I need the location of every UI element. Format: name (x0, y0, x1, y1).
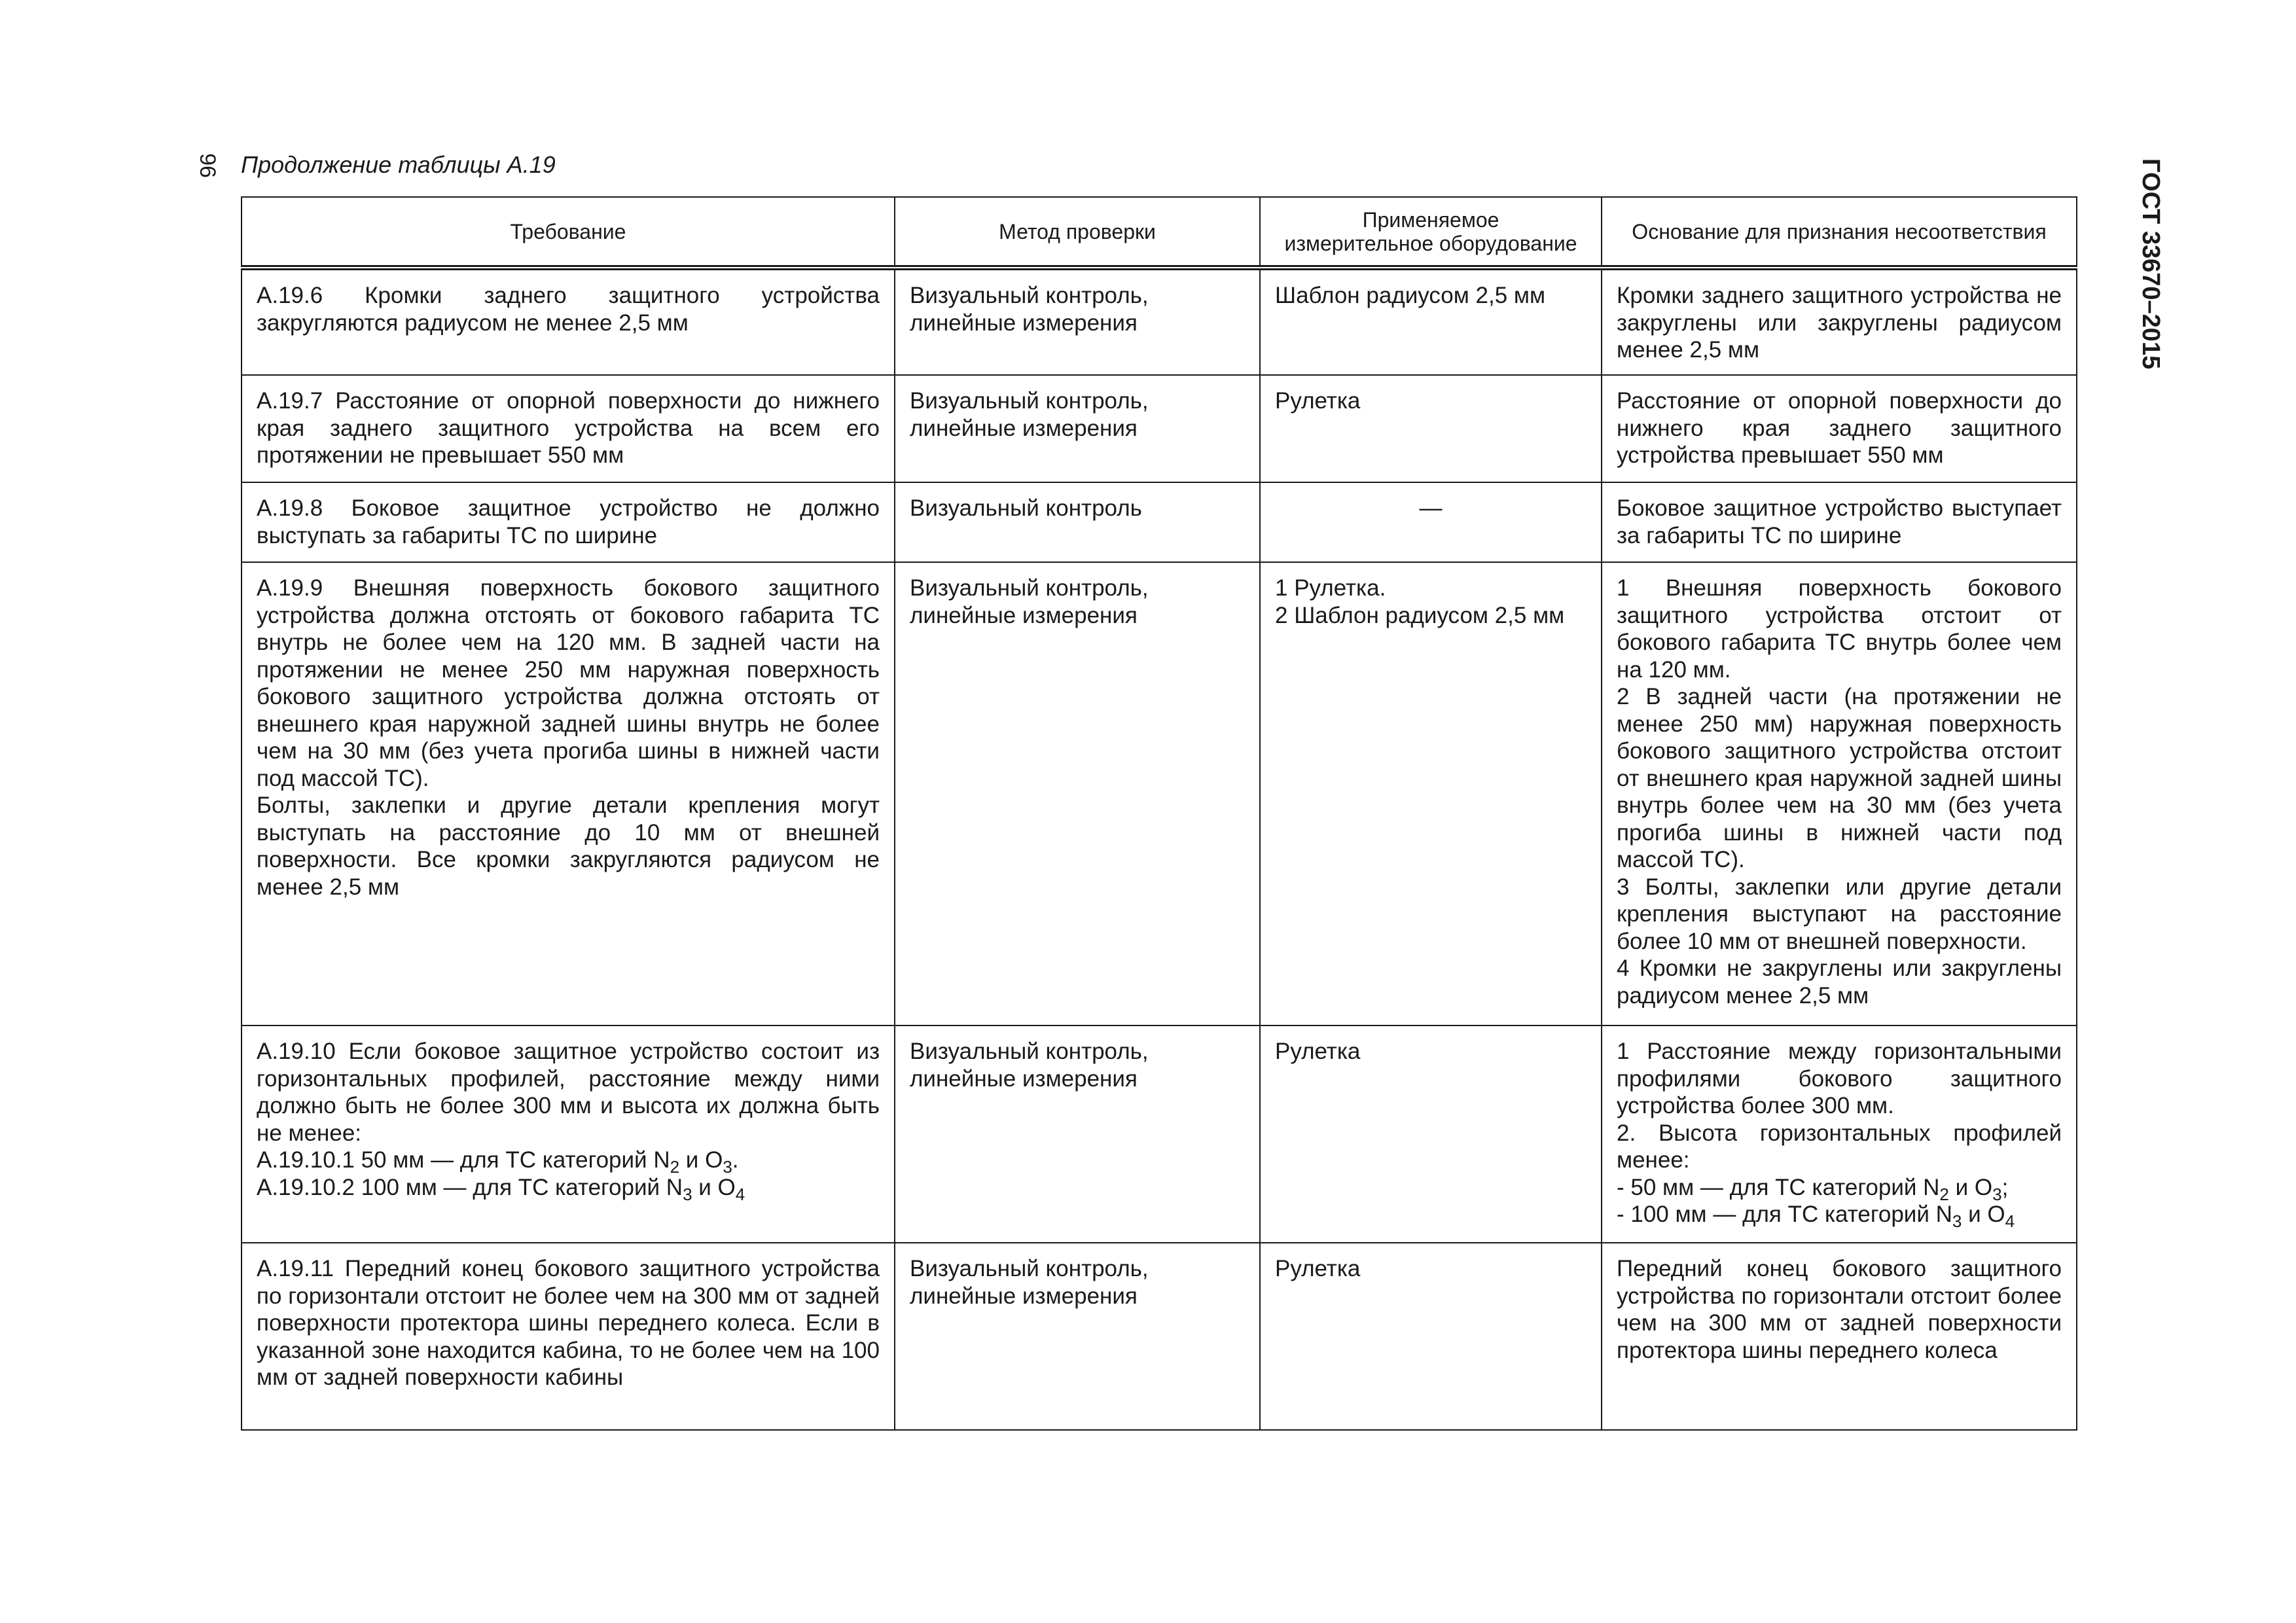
method-cell: Визуальный контроль (895, 482, 1260, 562)
basis-subitem: - 50 мм — для ТС категорий $N_2$ и $O_3$; (1617, 1174, 2009, 1204)
requirement-subitem: А.19.10.2 100 мм — для ТС категорий $N_3$ и $O_4$ (257, 1174, 745, 1204)
table-row (242, 268, 2077, 375)
requirement-cell: А.19.6 Кромки заднего защитного устройства закругляются радиусом не менее 2,5 мм (242, 268, 895, 375)
table-row (242, 1026, 2077, 1243)
requirement-cell: А.19.11 Передний конец бокового защитного устройства по горизонтали отстоит не более чем на 300 мм от задней поверхности протектора шины переднего колеса. Если в указанной зоне находится кабина, то не более чем на 100 мм от задней поверхности кабины (242, 1243, 895, 1430)
equipment-cell: Шаблон радиусом 2,5 мм (1260, 268, 1602, 375)
equipment-cell: Рулетка (1260, 1026, 1602, 1243)
requirement-cell: А.19.7 Расстояние от опорной поверхности до нижнего края заднего защитного устройства на всем его протяжении не превышает 550 мм (242, 375, 895, 482)
method-cell: Визуальный контроль, линейные измерения (895, 375, 1260, 482)
basis-item: 1 Внешняя поверхность бокового защитного устройства отстоит от бокового габарита ТС внутрь более чем на 120 мм. (1617, 575, 2062, 683)
equipment-item: 2 Шаблон радиусом 2,5 мм (1275, 602, 1565, 628)
table-row (242, 482, 2077, 562)
equipment-cell: Рулетка (1260, 1243, 1602, 1430)
requirement-paragraph: Болты, заклепки и другие детали крепления могут выступать на расстояние до 10 мм от внешней поверхности. Все кромки закругляются радиусом не менее 2,5 мм (257, 793, 880, 900)
header-basis: Основание для признания несоответствия (1602, 197, 2077, 268)
method-cell: Визуальный контроль, линейные измерения (895, 562, 1260, 1026)
requirement-cell (242, 562, 895, 1026)
basis-item: 4 Кромки не закруглены или закруглены радиусом менее 2,5 мм (1617, 955, 2062, 1008)
header-requirement: Требование (242, 197, 895, 268)
requirement-cell: А.19.8 Боковое защитное устройство не должно выступать за габариты ТС по ширине (242, 482, 895, 562)
header-equipment (1260, 197, 1602, 268)
standard-designation: ГОСТ 33670–2015 (2137, 158, 2164, 370)
method-cell: Визуальный контроль, линейные измерения (895, 1026, 1260, 1243)
requirements-table (241, 196, 2077, 1431)
basis-item: 2 В задней части (на протяжении не менее 250 мм) наружная поверхность бокового защитного устройства отстоит от внешнего края наружной задней шины внутрь более чем на 30 мм (без учета прогиба шины в нижней части под массой ТС). (1617, 684, 2062, 872)
requirement-cell (242, 1026, 895, 1243)
basis-cell (1602, 1026, 2077, 1243)
equipment-cell: — (1260, 482, 1602, 562)
basis-cell: Боковое защитное устройство выступает за габариты ТС по ширине (1602, 482, 2077, 562)
requirement-paragraph: А.19.9 Внешняя поверхность бокового защитного устройства должна отстоять от бокового габарита ТС внутрь не более чем на 120 мм. В задней части на протяжении не менее 250 мм наружная поверхность бокового защитного устройства должна отстоять от внешнего края наружной задней шины внутрь не более чем на 30 мм (без учета прогиба шины в нижней части под массой ТС). (257, 575, 880, 791)
header-method: Метод проверки (895, 197, 1260, 268)
table-header-row (242, 197, 2077, 268)
equipment-cell (1260, 562, 1602, 1026)
basis-cell (1602, 562, 2077, 1026)
basis-cell: Кромки заднего защитного устройства не закруглены или закруглены радиусом менее 2,5 мм (1602, 268, 2077, 375)
basis-item: 3 Болты, заклепки или другие детали крепления выступают на расстояние более 10 мм от внешней поверхности. (1617, 874, 2062, 954)
equipment-item: 1 Рулетка. (1275, 575, 1386, 601)
equipment-cell: Рулетка (1260, 375, 1602, 482)
header-equipment-line2: измерительное оборудование (1284, 231, 1577, 255)
basis-item: 2. Высота горизонтальных профилей менее: (1617, 1120, 2062, 1173)
table-caption: Продолжение таблицы А.19 (241, 151, 556, 178)
header-equipment-line1: Применяемое (1362, 207, 1499, 232)
basis-cell: Расстояние от опорной поверхности до нижнего края заднего защитного устройства превышает 550 мм (1602, 375, 2077, 482)
requirement-subitem: А.19.10.1 50 мм — для ТС категорий $N_2$ и $O_3$. (257, 1147, 739, 1177)
basis-item: 1 Расстояние между горизонтальными профилями бокового защитного устройства более 300 мм. (1617, 1039, 2062, 1118)
table-row (242, 562, 2077, 1026)
basis-subitem: - 100 мм — для ТС категорий $N_3$ и $O_4$ (1617, 1202, 2015, 1231)
table-row (242, 375, 2077, 482)
page-number: 96 (194, 153, 220, 178)
requirement-paragraph: А.19.10 Если боковое защитное устройство состоит из горизонтальных профилей, расстояние между ними должно быть не более 300 мм и высота их должна быть не менее: (257, 1039, 880, 1146)
table-row (242, 1243, 2077, 1430)
method-cell: Визуальный контроль, линейные измерения (895, 1243, 1260, 1430)
basis-cell: Передний конец бокового защитного устройства по горизонтали отстоит более чем на 300 мм от задней поверхности протектора шины переднего колеса (1602, 1243, 2077, 1430)
method-cell: Визуальный контроль, линейные измерения (895, 268, 1260, 375)
